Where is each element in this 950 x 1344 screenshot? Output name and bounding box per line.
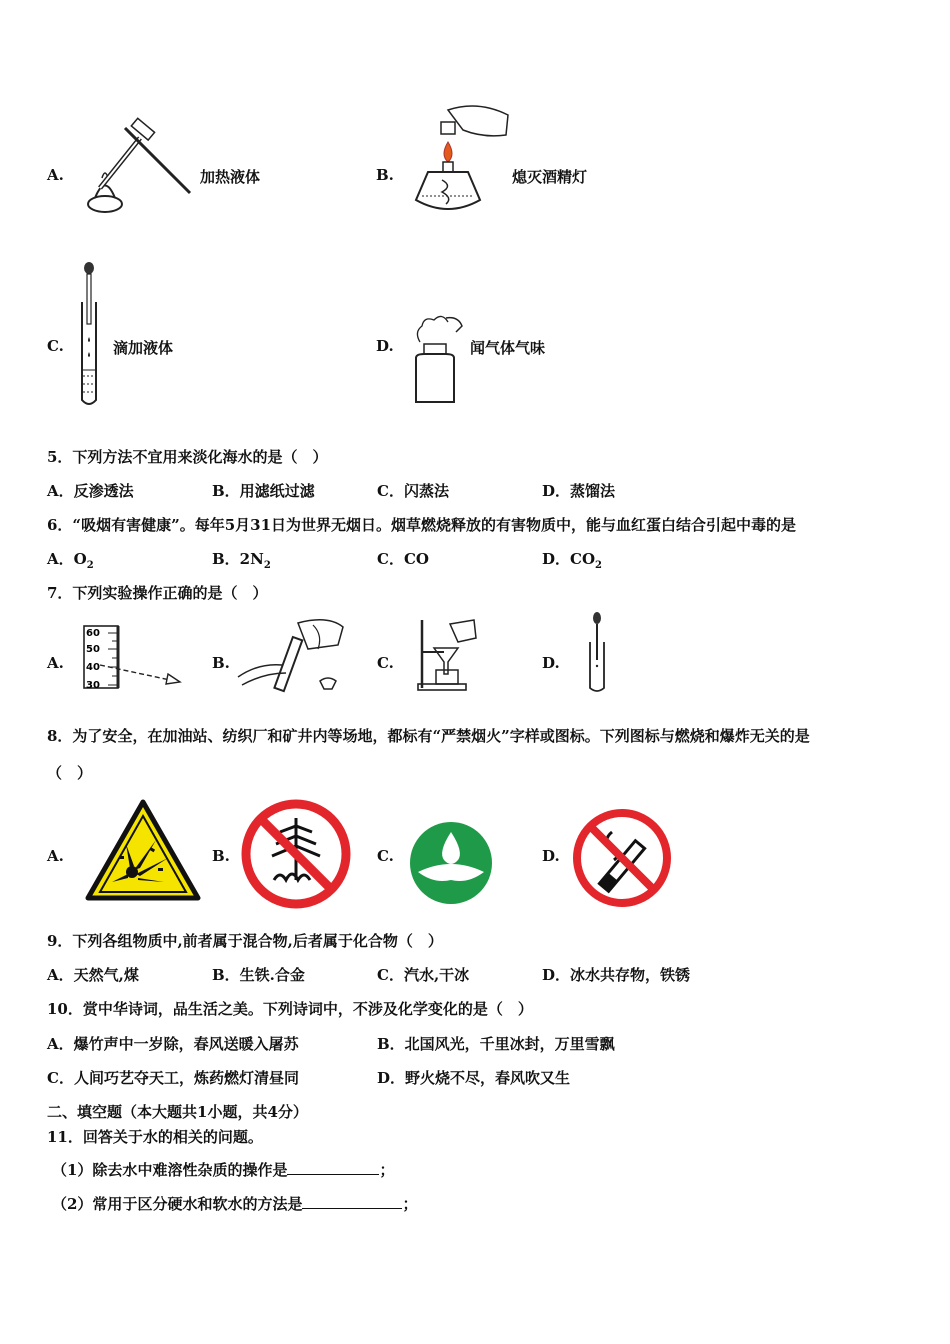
q7-option-c: C.: [377, 654, 394, 672]
q6-option-b: [212, 548, 271, 571]
q5-option-b: B．用滤纸过滤: [212, 482, 315, 500]
smelling-gas-figure: [410, 312, 470, 408]
q10-stem: 10．赏中华诗词，品生活之美。下列诗词中，不涉及化学变化的是（ ）: [47, 1000, 533, 1018]
formula: A．O: [47, 550, 87, 568]
option-letter: A.: [47, 166, 64, 184]
q7-option-a: A.: [47, 654, 64, 672]
dropper-in-tube-figure: [586, 612, 608, 694]
water-saving-icon: [408, 820, 494, 906]
q10-option-b: B．北国风光，千里冰封，万里雪飘: [377, 1035, 615, 1053]
q8-option-c: C.: [377, 847, 394, 865]
graduated-cylinder-reading-figure: [80, 624, 185, 692]
q7-option-b: B.: [212, 654, 230, 672]
q6-option-a: [47, 548, 94, 571]
option-letter: C.: [47, 337, 64, 355]
option-label: 闻气体气味: [470, 339, 546, 357]
q5-option-d: D．蒸馏法: [542, 482, 616, 500]
cylinder-tick-label: 50: [86, 644, 100, 655]
q11-part2-text: （2）常用于区分硬水和软水的方法是: [52, 1195, 303, 1213]
option-label: 加热液体: [200, 168, 261, 186]
q9-option-a: A．天然气,煤: [47, 966, 139, 984]
q8-stem-line2: （ ）: [47, 764, 93, 782]
q10-option-c: C．人间巧艺夺天工，炼药燃灯清昼同: [47, 1069, 299, 1087]
q11-part1-text: （1）除去水中难溶性杂质的操作是: [52, 1161, 288, 1179]
q8-stem-line1: 8．为了安全，在加油站、纺织厂和矿井内等场地，都标有“严禁烟火”字样或图标。下列图标与燃烧和爆炸无关的是: [47, 727, 810, 745]
filtration-figure: [414, 618, 480, 692]
option-letter: B.: [376, 166, 394, 184]
alcohol-lamp-figure: [408, 100, 513, 220]
formula: D．CO: [542, 550, 596, 568]
q5-stem: 5．下列方法不宜用来淡化海水的是（ ）: [47, 448, 328, 466]
q9-stem: 9．下列各组物质中,前者属于混合物,后者属于化合物（ ）: [47, 932, 443, 950]
q11-part1: [52, 1159, 394, 1180]
explosive-warning-icon: [84, 798, 202, 904]
q8-option-b: B.: [212, 847, 230, 865]
answer-blank[interactable]: [287, 1160, 379, 1175]
pouring-into-test-tube-figure: [238, 615, 353, 695]
cylinder-tick-label: 40: [86, 662, 100, 673]
formula-subscript: 2: [595, 560, 602, 571]
no-smoking-icon: [572, 808, 672, 908]
formula-subscript: 2: [86, 560, 94, 571]
q6-stem: 6．“吸烟有害健康”。每年5月31日为世界无烟日。烟草燃烧释放的有害物质中，能与血红蛋白结合引起中毒的是: [47, 516, 797, 534]
q7-option-d: D.: [542, 654, 560, 672]
q9-option-d: D．冰水共存物，铁锈: [542, 966, 691, 984]
formula: B．2N: [212, 550, 264, 568]
q7-stem: 7．下列实验操作正确的是（ ）: [47, 584, 268, 602]
q6-option-c: C．CO: [377, 550, 429, 568]
q9-option-b: B．生铁.合金: [212, 966, 305, 984]
q5-option-c: C．闪蒸法: [377, 482, 449, 500]
formula-subscript: 2: [263, 560, 271, 571]
dropping-liquid-figure: [78, 262, 104, 408]
no-fire-icon: [240, 798, 352, 910]
heating-liquid-figure: [80, 118, 195, 218]
q8-option-a: A.: [47, 847, 64, 865]
q8-option-d: D.: [542, 847, 560, 865]
cylinder-tick-label: 60: [86, 628, 100, 639]
section-heading: 二、填空题（本大题共1小题，共4分）: [47, 1103, 308, 1121]
q11-part1-end: ；: [379, 1161, 395, 1179]
q11-part2: [52, 1193, 417, 1214]
q5-option-a: A．反渗透法: [47, 482, 134, 500]
q11-part2-end: ；: [402, 1195, 418, 1213]
q6-option-d: [542, 548, 602, 571]
option-label: 滴加液体: [113, 339, 174, 357]
q10-option-d: D．野火烧不尽，春风吹又生: [377, 1069, 571, 1087]
option-label: 熄灭酒精灯: [512, 168, 588, 186]
q9-option-c: C．汽水,干冰: [377, 966, 470, 984]
cylinder-tick-label: 30: [86, 680, 100, 691]
q11-stem: 11．回答关于水的相关的问题。: [47, 1128, 263, 1146]
q10-option-a: A．爆竹声中一岁除，春风送暖入屠苏: [47, 1035, 299, 1053]
option-letter: D.: [376, 337, 394, 355]
answer-blank[interactable]: [302, 1194, 402, 1209]
